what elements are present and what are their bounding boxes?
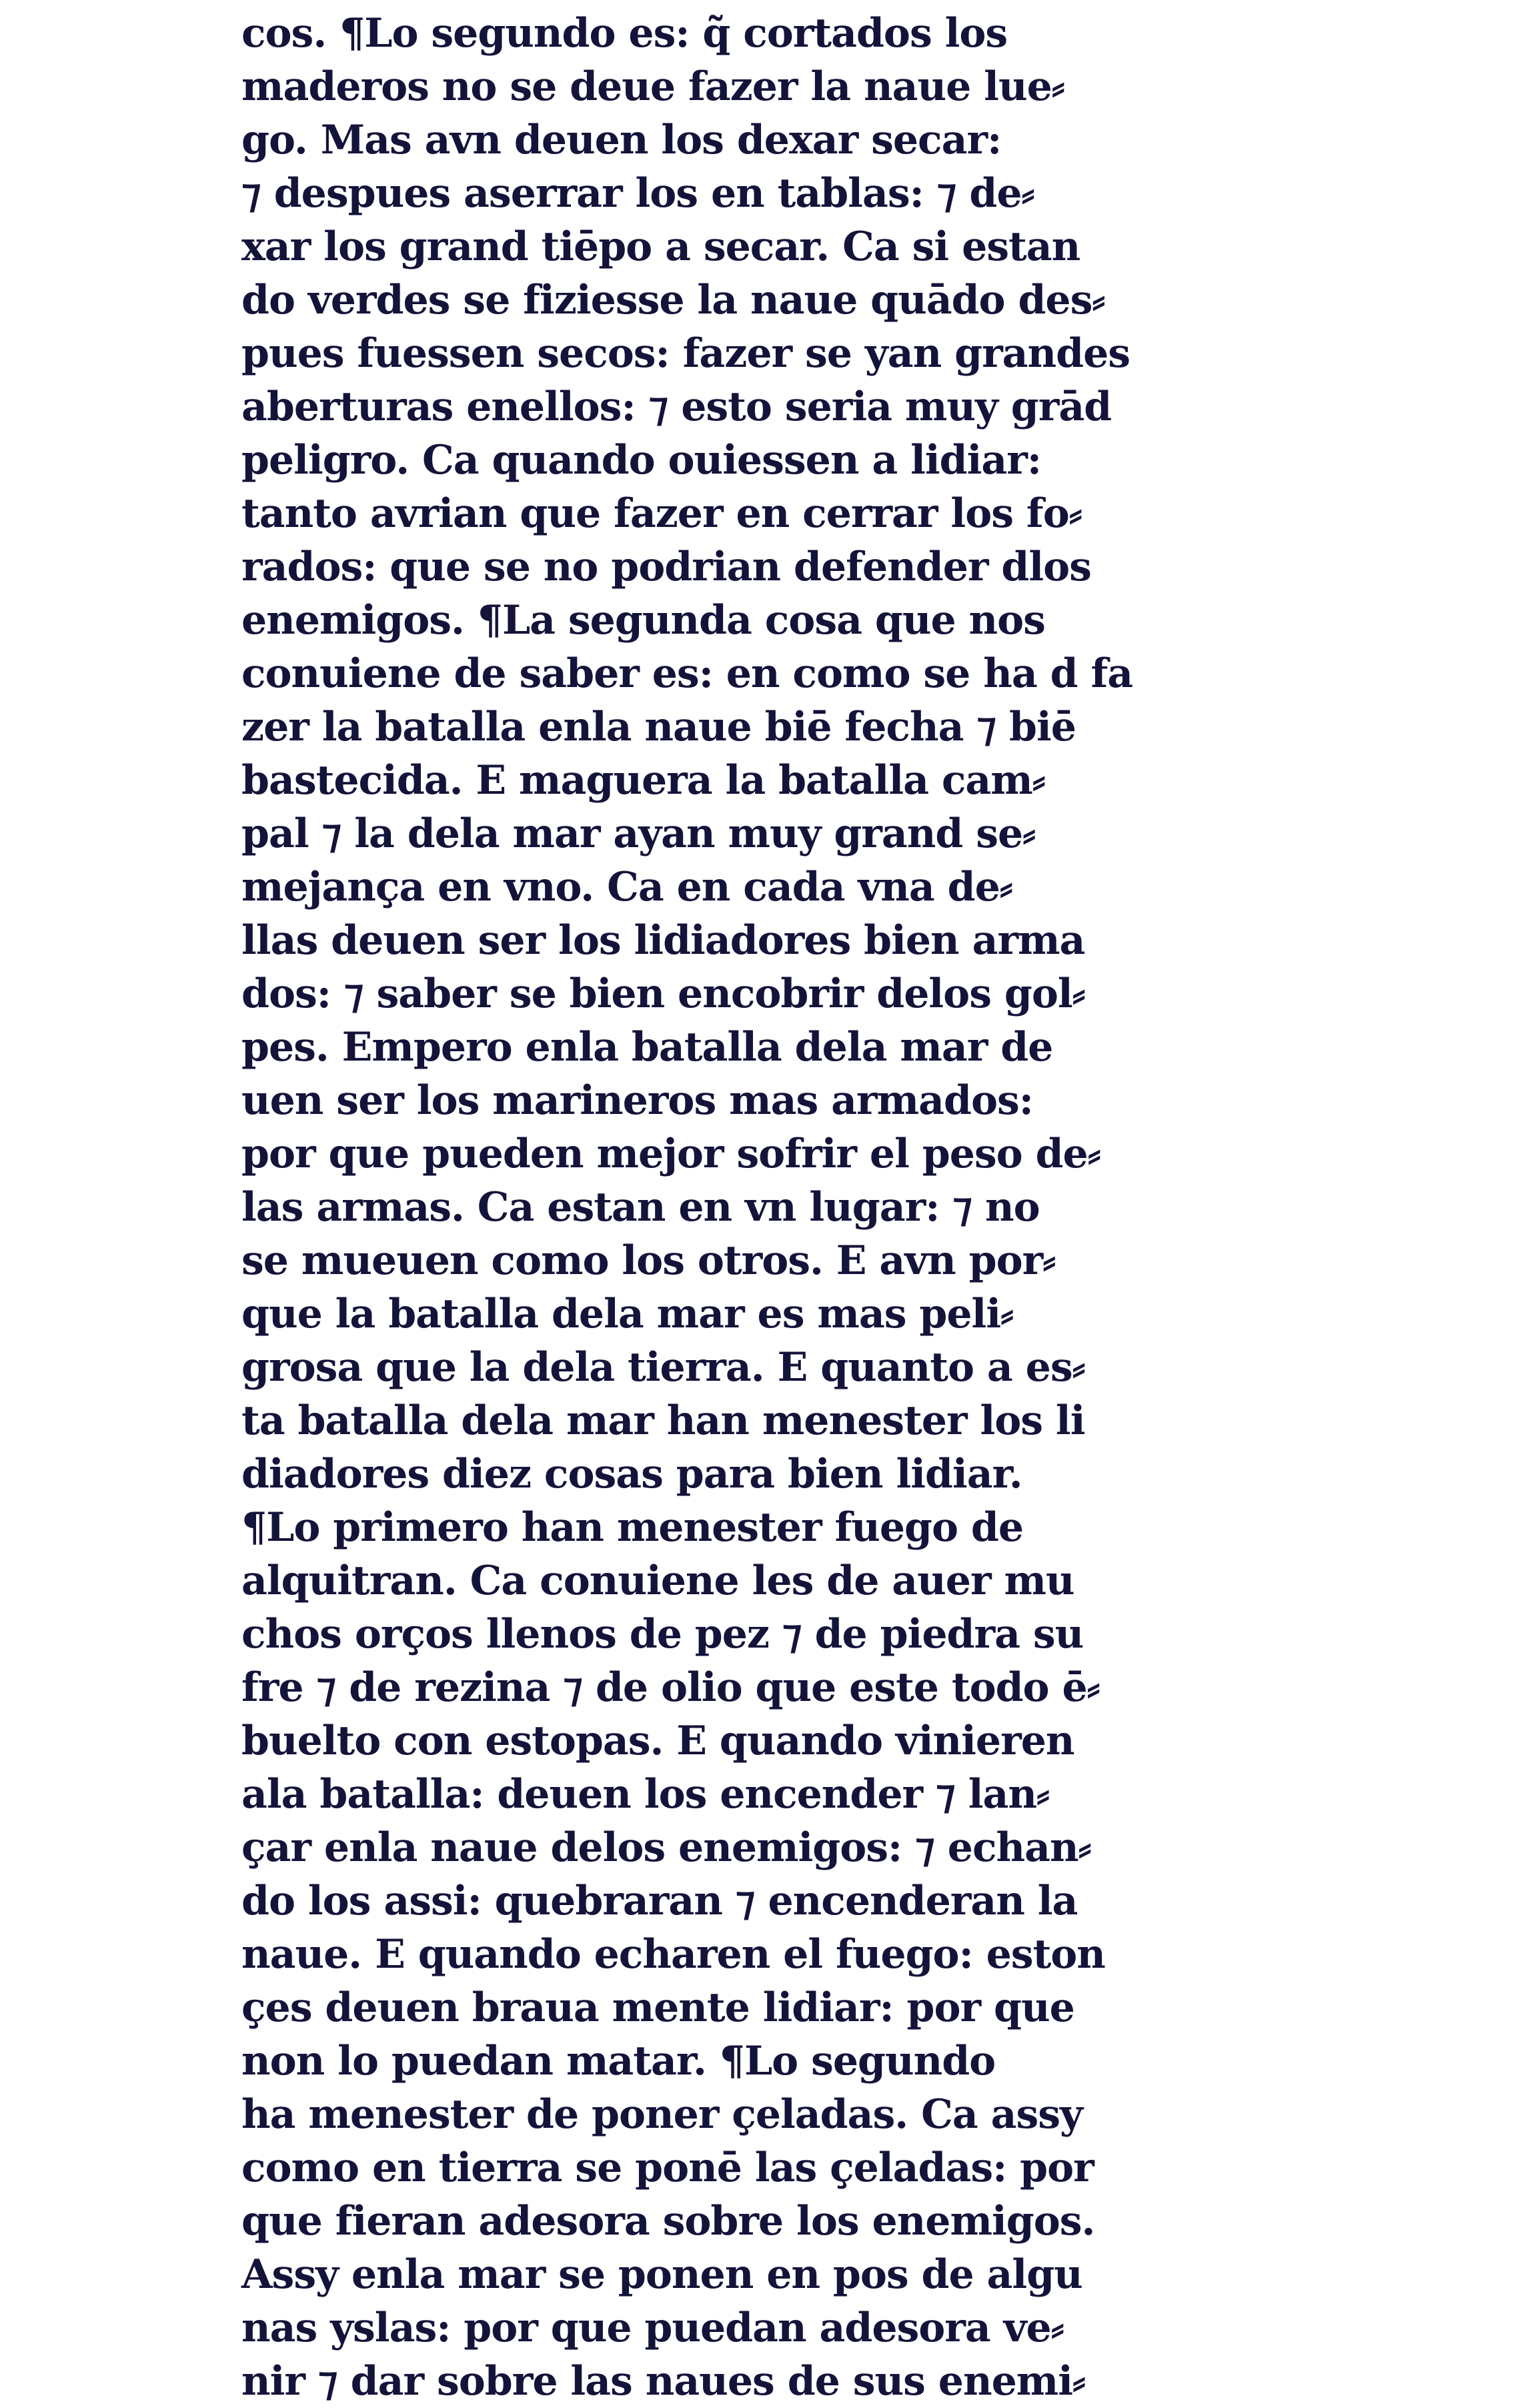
text-line-28: diadores diez cosas para bien lidiar. (241, 1451, 1022, 1497)
text-line-22: por que pueden mejor sofrir el peso de⸗ (241, 1131, 1100, 1177)
text-line-8: aberturas enellos: ⁊ esto seria muy grād (241, 384, 1112, 430)
text-line-10: tanto avrian que fazer en cerrar los fo⸗ (241, 490, 1082, 537)
text-line-37: naue. E quando echaren el fuego: eston (241, 1931, 1105, 1978)
text-line-34: ala batalla: deuen los encender ⁊ lan⸗ (241, 1771, 1050, 1818)
text-line-9: peligro. Ca quando ouiessen a lidiar: (241, 437, 1042, 484)
text-line-3: go. Mas avn deuen los dexar secar: (241, 117, 1002, 163)
text-line-40: ha menester de poner çeladas. Ca assy (241, 2091, 1082, 2138)
text-line-13: conuiene de saber es: en como se ha d fa (241, 650, 1133, 697)
text-line-7: pues fuessen secos: fazer se yan grandes (241, 330, 1130, 377)
text-line-29: ¶Lo primero han menester fuego de (241, 1504, 1024, 1551)
text-line-30: alquitran. Ca conuiene les de auer mu (241, 1558, 1074, 1604)
text-line-23: las armas. Ca estan en vn lugar: ⁊ no (241, 1184, 1040, 1231)
text-column (241, 7, 1133, 2408)
text-line-39: non lo puedan matar. ¶Lo segundo (241, 2038, 996, 2084)
text-line-4: ⁊ despues aserrar los en tablas: ⁊ de⸗ (241, 170, 1034, 217)
text-line-45: nir ⁊ dar sobre las naues de sus enemi⸗ (241, 2358, 1086, 2405)
text-line-38: çes deuen braua mente lidiar: por que (241, 1984, 1074, 2031)
text-line-44: nas yslas: por que puedan adesora ve⸗ (241, 2305, 1064, 2351)
text-line-31: chos orços llenos de pez ⁊ de piedra su (241, 1611, 1084, 1658)
text-line-17: mejança en vno. Ca en cada vna de⸗ (241, 864, 1012, 911)
text-line-1: cos. ¶Lo segundo es: q̃ cortados los (241, 10, 1008, 57)
text-line-12: enemigos. ¶La segunda cosa que nos (241, 597, 1045, 644)
text-line-21: uen ser los marineros mas armados: (241, 1077, 1033, 1124)
text-line-11: rados: que se no podrian defender dlos (241, 544, 1091, 590)
text-line-27: ta batalla dela mar han menester los li (241, 1397, 1085, 1444)
text-line-14: zer la batalla enla naue biē fecha ⁊ biē (241, 704, 1076, 750)
text-line-20: pes. Empero enla batalla dela mar de (241, 1024, 1053, 1071)
text-line-42: que fieran adesora sobre los enemigos. (241, 2198, 1095, 2245)
text-line-32: fre ⁊ de rezina ⁊ de olio que este todo ē⸗ (241, 1664, 1100, 1711)
text-line-26: grosa que la dela tierra. E quanto a es⸗ (241, 1344, 1085, 1391)
text-line-43: Assy enla mar se ponen en pos de algu (241, 2251, 1082, 2298)
text-line-35: çar enla naue delos enemigos: ⁊ echan⸗ (241, 1824, 1091, 1871)
text-line-24: se mueuen como los otros. E avn por⸗ (241, 1237, 1056, 1284)
text-line-33: buelto con estopas. E quando vinieren (241, 1718, 1074, 1764)
text-line-18: llas deuen ser los lidiadores bien arma (241, 917, 1085, 964)
text-line-19: dos: ⁊ saber se bien encobrir delos gol⸗ (241, 971, 1085, 1017)
text-line-6: do verdes se fiziesse la naue quādo des⸗ (241, 277, 1105, 324)
text-line-16: pal ⁊ la dela mar ayan muy grand se⸗ (241, 810, 1036, 857)
text-line-36: do los assi: quebraran ⁊ encenderan la (241, 1878, 1078, 1924)
text-line-41: como en tierra se ponē las çeladas: por (241, 2145, 1094, 2191)
text-line-5: xar los grand tiēpo a secar. Ca si estan (241, 223, 1080, 270)
text-line-15: bastecida. E maguera la batalla cam⸗ (241, 757, 1045, 804)
text-line-2: maderos no se deue fazer la naue lue⸗ (241, 63, 1064, 110)
text-line-25: que la batalla dela mar es mas peli⸗ (241, 1291, 1014, 1337)
